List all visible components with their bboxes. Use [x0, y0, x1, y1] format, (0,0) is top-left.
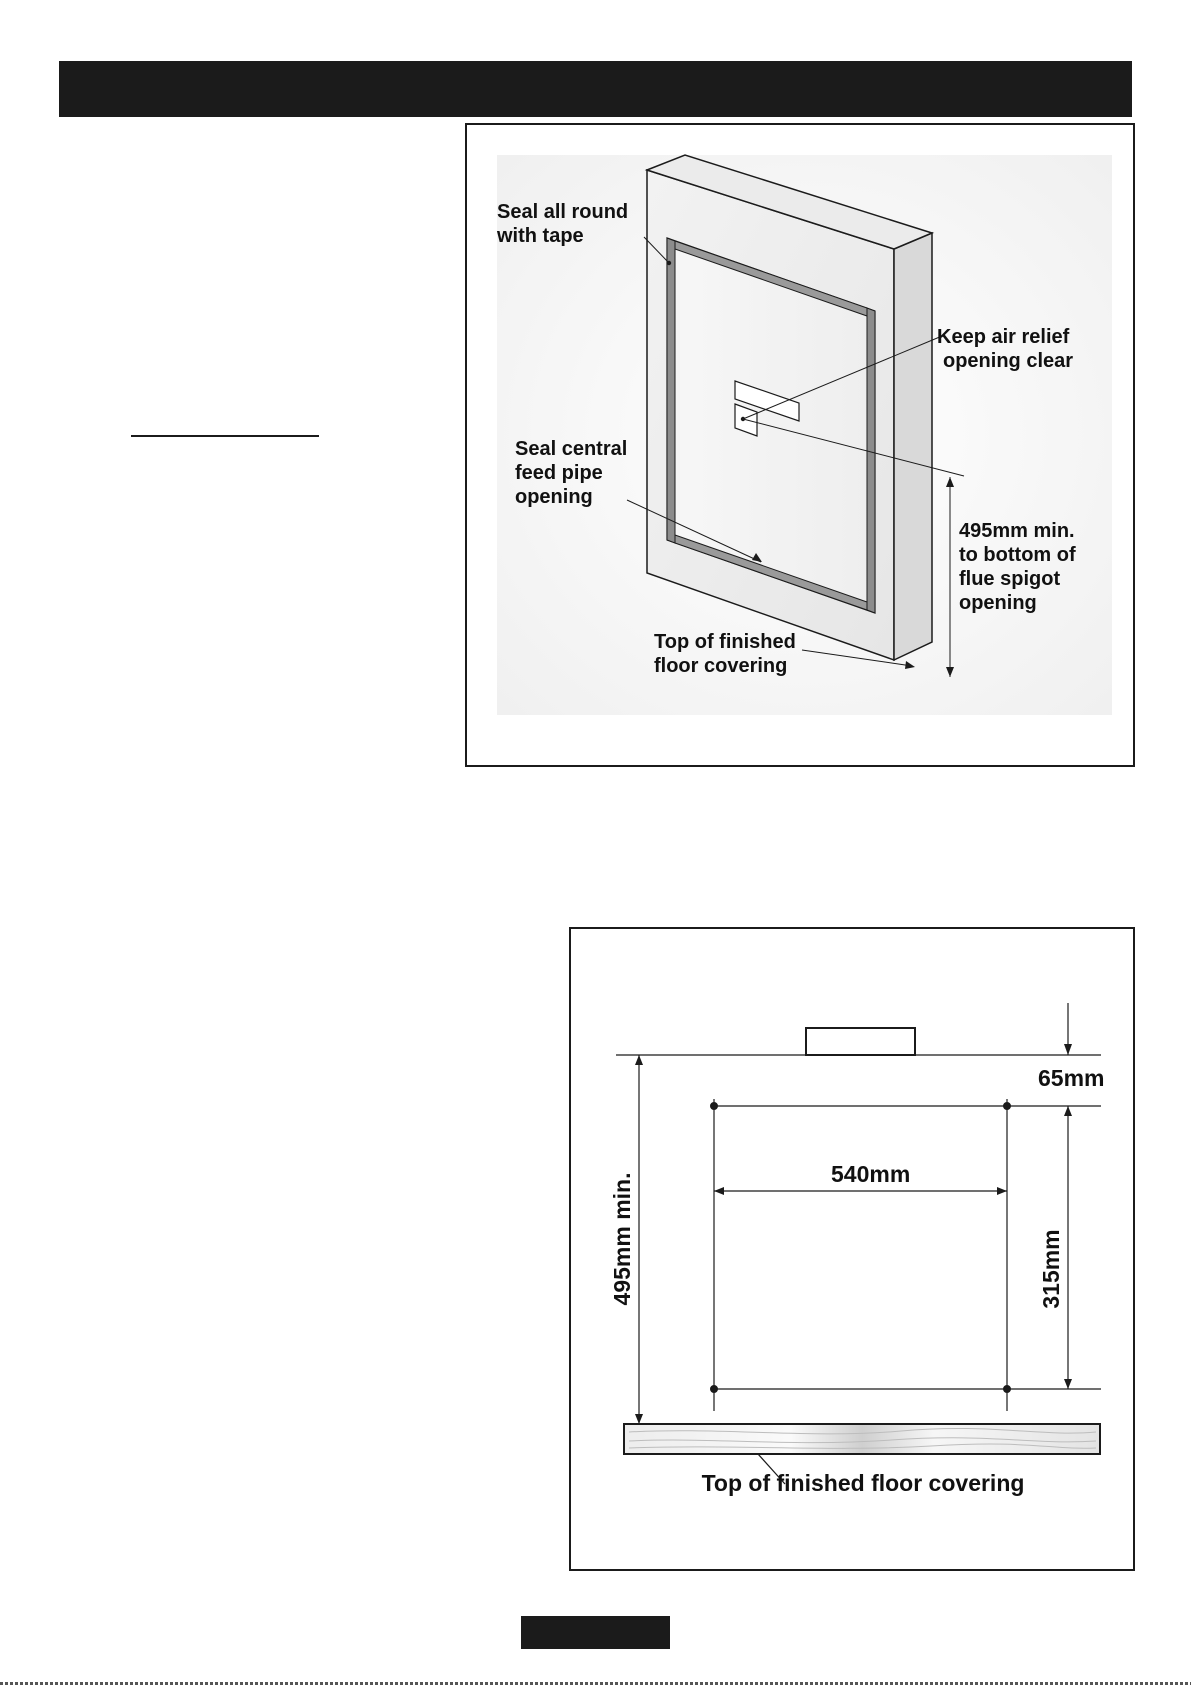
arrowhead-width-right — [997, 1187, 1007, 1195]
callout-seal-pipe-line3: opening — [515, 486, 593, 508]
label-height: 315mm — [1038, 1229, 1064, 1309]
figure-1-frame — [465, 123, 1135, 767]
arrowhead-offset — [1064, 1044, 1072, 1055]
figure-1-drawing — [467, 125, 1137, 769]
callout-seal-round-line1: Seal all round — [497, 201, 629, 223]
figure-2-frame — [569, 927, 1135, 1571]
arrowhead-height-top — [1064, 1106, 1072, 1116]
callout-dimension-line1: 495mm min. — [959, 520, 1075, 542]
callout-floor-line1: Top of finished — [654, 631, 796, 653]
callout-keep-clear-line2: opening clear — [943, 350, 1074, 372]
arrowhead-min-top — [635, 1055, 643, 1065]
floor-covering — [624, 1424, 1100, 1454]
label-width: 540mm — [831, 1161, 911, 1187]
leader-dot-tape — [667, 261, 671, 265]
callout-dimension-line2: to bottom of — [959, 544, 1076, 566]
arrowhead-width-left — [714, 1187, 724, 1195]
tape-left — [667, 238, 675, 543]
leader-dot-opening — [741, 417, 745, 421]
page-number-tab — [521, 1616, 670, 1649]
callout-seal-pipe-line1: Seal central — [515, 438, 628, 460]
label-min-height: 495mm min. — [609, 1172, 635, 1306]
fixing-point-bottom-right — [1004, 1386, 1011, 1393]
callout-seal-round-line2: with tape — [497, 225, 584, 247]
figure-2-drawing — [571, 929, 1137, 1573]
header-bar — [59, 61, 1132, 117]
flue-outlet-rectangle — [806, 1028, 915, 1055]
fixing-point-top-right — [1004, 1103, 1011, 1110]
tape-right — [867, 308, 875, 613]
callout-floor-line2: floor covering — [654, 655, 788, 677]
arrowhead-min-bottom — [635, 1414, 643, 1424]
fixing-point-bottom-left — [711, 1386, 718, 1393]
arrowhead-height-bottom — [1064, 1379, 1072, 1389]
section-underline — [131, 435, 319, 437]
breast-side-face — [894, 233, 932, 660]
callout-seal-pipe-line2: feed pipe — [515, 462, 603, 484]
label-floor-covering: Top of finished floor covering — [701, 1470, 1025, 1496]
callout-dimension-line4: opening — [959, 592, 1037, 614]
callout-dimension-line3: flue spigot — [959, 568, 1061, 590]
label-top-offset: 65mm — [1038, 1065, 1105, 1091]
callout-keep-clear-line1: Keep air relief — [937, 326, 1070, 348]
fixing-point-top-left — [711, 1103, 718, 1110]
